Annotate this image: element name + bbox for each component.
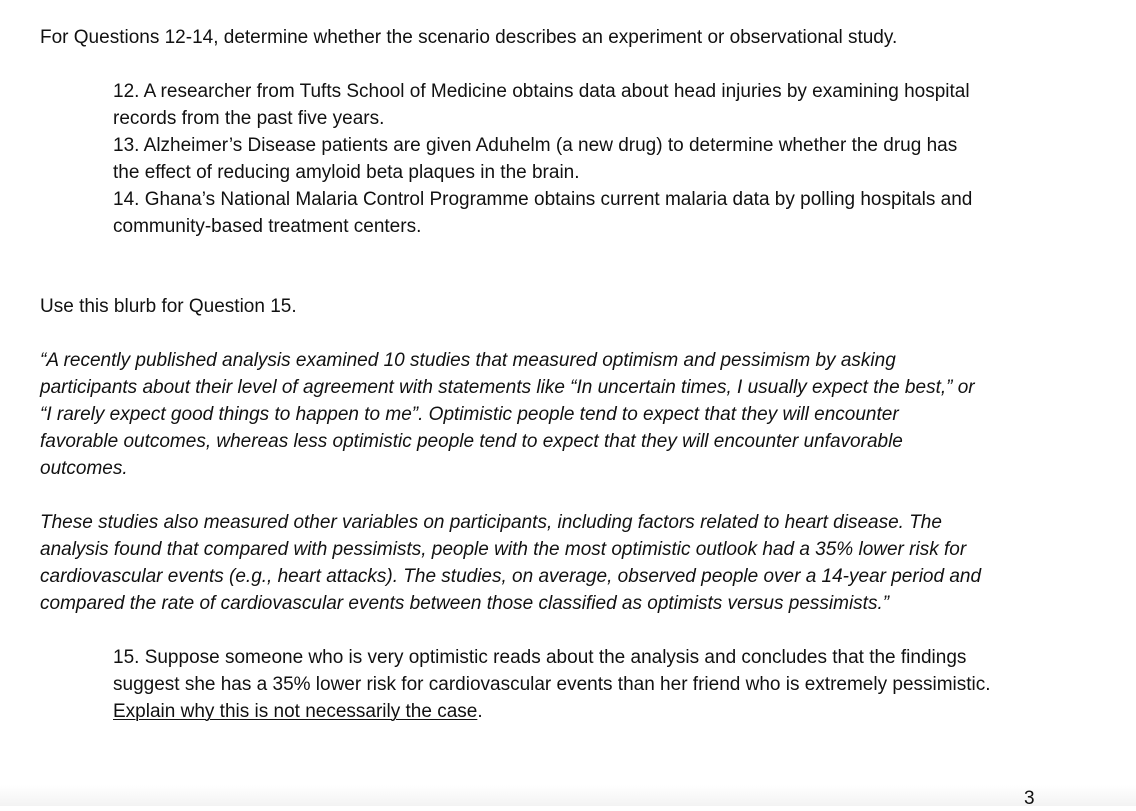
instructions-period: .: [891, 27, 898, 48]
blurb-paragraph-2: [40, 509, 1080, 617]
blurb-p1-line-4: favorable outcomes, whereas less optimistic people tend to expect that they will encounter unfavorable: [40, 431, 903, 452]
question-13-line-1: 13. Alzheimer’s Disease patients are given Aduhelm (a new drug) to determine whether the drug has: [113, 135, 958, 156]
question-13: [113, 132, 1073, 186]
question-14-line-1: 14. Ghana’s National Malaria Control Programme obtains current malaria data by polling hospitals and: [113, 189, 973, 210]
question-12: [113, 78, 1073, 132]
instructions-or: or: [702, 27, 730, 48]
term-observational-study: observational study: [729, 27, 892, 48]
instructions-text: For Questions 12-14, determine whether the scenario describes an: [40, 27, 609, 48]
question-15-line-2: suggest she has a 35% lower risk for cardiovascular events than her friend who is extremely pessimistic.: [113, 674, 991, 695]
blurb-p2-line-1: These studies also measured other variables on participants, including factors related to heart disease. The: [40, 512, 942, 533]
question-15-period: .: [477, 701, 483, 722]
question-12-line-2: records from the past five years.: [113, 108, 385, 129]
blurb-p2-line-2: analysis found that compared with pessimists, people with the most optimistic outlook had a 35% lower risk for: [40, 539, 967, 560]
question-13-line-2: the effect of reducing amyloid beta plaques in the brain.: [113, 162, 580, 183]
blurb-p1-line-2: participants about their level of agreement with statements like “In uncertain times, I usually expect the best,” or: [40, 377, 975, 398]
question-15: [113, 644, 1073, 725]
question-14-line-2: community-based treatment centers.: [113, 216, 422, 237]
term-experiment: experiment: [608, 27, 703, 48]
blurb-lead: Use this blurb for Question 15.: [40, 296, 297, 317]
blurb-p1-line-1: “A recently published analysis examined 10 studies that measured optimism and pessimism by asking: [40, 350, 896, 371]
blurb-p2-line-3: cardiovascular events (e.g., heart attacks). The studies, on average, observed people over a 14-year period and: [40, 566, 982, 587]
blurb-p1-line-5: outcomes.: [40, 458, 128, 479]
instructions-paragraph: [40, 24, 1100, 51]
page-bottom-edge: [0, 785, 1136, 806]
blurb-paragraph-1: [40, 347, 1080, 482]
questions-12-14: [113, 78, 1073, 240]
question-12-line-1: 12. A researcher from Tufts School of Medicine obtains data about head injuries by examining hospital: [113, 81, 970, 102]
question-14: [113, 186, 1073, 240]
question-15-line-3: [113, 698, 1073, 725]
page-number: 3: [1024, 788, 1035, 809]
question-15-line-1: 15. Suppose someone who is very optimistic reads about the analysis and concludes that the findings: [113, 647, 967, 668]
blurb-p2-line-4: compared the rate of cardiovascular events between those classified as optimists versus pessimists.”: [40, 593, 890, 614]
blurb-p1-line-3: “I rarely expect good things to happen to me”. Optimistic people tend to expect that they will encounter: [40, 404, 899, 425]
question-15-prompt-underlined: Explain why this is not necessarily the case: [113, 701, 478, 722]
